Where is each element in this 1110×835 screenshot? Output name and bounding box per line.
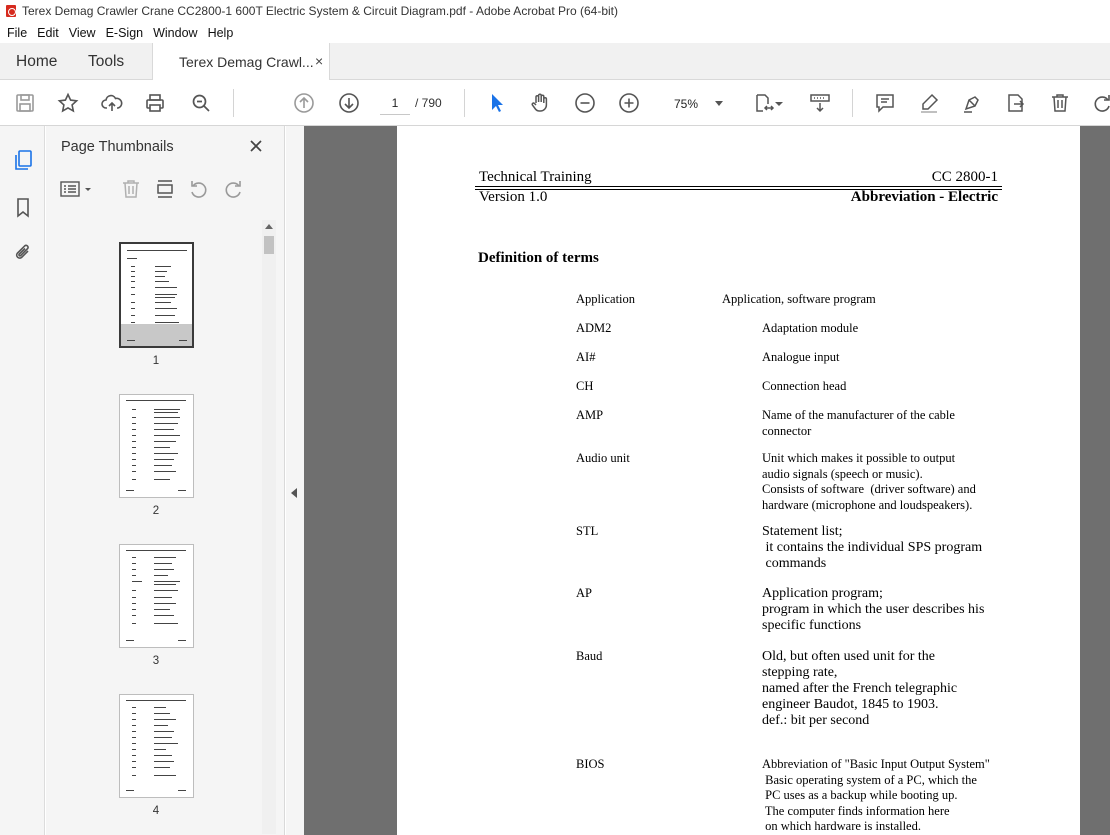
- export-pdf-icon[interactable]: [1004, 91, 1028, 115]
- term-label: AI#: [576, 350, 596, 364]
- rotate-clockwise-icon[interactable]: [221, 177, 245, 201]
- delete-page-icon[interactable]: [119, 177, 143, 201]
- section-heading: Definition of terms: [478, 250, 599, 266]
- scrollbar-thumb[interactable]: [264, 236, 274, 254]
- term-definition: Application, software program: [722, 292, 876, 306]
- upload-cloud-icon[interactable]: [100, 91, 124, 115]
- term-definition: Name of the manufacturer of the cable connector: [762, 408, 955, 438]
- menu-bar: [0, 22, 1110, 43]
- thumbnail-options-icon[interactable]: [59, 177, 95, 201]
- collapse-panel-icon[interactable]: [291, 488, 297, 498]
- term-label: BIOS: [576, 757, 605, 771]
- thumbnail-scrollbar[interactable]: [262, 220, 276, 834]
- menu-window[interactable]: Window: [153, 25, 198, 40]
- panel-title: Page Thumbnails: [61, 139, 174, 155]
- chevron-down-icon: [715, 101, 723, 106]
- term-label: STL: [576, 524, 599, 538]
- title-bar: [0, 0, 1110, 22]
- thumbnail-label-4: 4: [152, 805, 160, 817]
- acrobat-icon: [6, 5, 16, 17]
- term-label: CH: [576, 379, 594, 393]
- tab-document-label: Terex Demag Crawl...: [179, 54, 314, 70]
- zoom-level-value: 75%: [674, 97, 699, 111]
- header-left: Technical Training: [479, 169, 592, 185]
- thumbnail-page-2[interactable]: [119, 394, 194, 498]
- pdf-page: [397, 126, 1080, 835]
- header-version: Version 1.0: [479, 189, 548, 205]
- select-cursor-icon[interactable]: [485, 91, 509, 115]
- menu-help[interactable]: Help: [207, 25, 234, 40]
- menu-edit[interactable]: Edit: [37, 25, 59, 40]
- zoom-out-icon[interactable]: [573, 91, 597, 115]
- document-viewport[interactable]: [304, 126, 1110, 835]
- term-label: Application: [576, 292, 636, 306]
- toolbar-divider: [233, 89, 234, 117]
- scroll-up-icon[interactable]: [265, 224, 273, 229]
- term-definition: Unit which makes it possible to output audio signals (speech or music). Consists of software (driver software) and hardware (microphone and loudspeakers).: [762, 451, 976, 512]
- menu-file[interactable]: File: [7, 25, 28, 40]
- zoom-in-icon[interactable]: [617, 91, 641, 115]
- term-label: Baud: [576, 649, 603, 663]
- thumbnail-page-1[interactable]: [119, 242, 194, 348]
- bookmark-icon[interactable]: [10, 194, 36, 220]
- previous-page-icon[interactable]: [292, 91, 316, 115]
- print-icon[interactable]: [143, 91, 167, 115]
- term-definition: Abbreviation of "Basic Input Output System" Basic operating system of a PC, which the PC uses as a backup while booting up. The computer finds information here on which hardware is installed.: [762, 757, 990, 833]
- scroll-mode-icon[interactable]: [808, 91, 832, 115]
- sign-pen-icon[interactable]: [960, 91, 984, 115]
- thumbnail-label-2: 2: [152, 505, 160, 517]
- tab-tools[interactable]: Tools: [88, 53, 125, 70]
- tab-home[interactable]: Home: [16, 53, 58, 70]
- zoom-search-icon[interactable]: [189, 91, 213, 115]
- term-label: ADM2: [576, 321, 612, 335]
- bookmark-star-icon[interactable]: [56, 91, 80, 115]
- page-thumbnails-panel: [46, 126, 285, 835]
- thumbnail-label-3: 3: [152, 655, 160, 667]
- comment-icon[interactable]: [873, 91, 897, 115]
- header-rule: [475, 186, 1002, 187]
- extract-page-icon[interactable]: [153, 177, 177, 201]
- page-total: / 790: [415, 96, 442, 110]
- term-definition: Old, but often used unit for the stepping rate, named after the French telegraphic engineer Baudot, 1845 to 1903. def.: bit per second: [762, 649, 958, 728]
- term-definition: Application program; program in which the user describes his specific functions: [762, 586, 985, 633]
- header-subtitle: Abbreviation - Electric: [850, 189, 998, 205]
- term-definition: Analogue input: [762, 350, 840, 364]
- attachment-paperclip-icon[interactable]: [10, 240, 36, 266]
- term-definition: Connection head: [762, 379, 847, 393]
- page-thumbnails-icon[interactable]: [10, 147, 36, 173]
- delete-trash-icon[interactable]: [1048, 91, 1072, 115]
- left-navigation-bar: [0, 126, 45, 835]
- highlight-pen-icon[interactable]: [917, 91, 941, 115]
- thumbnail-toolbar: [46, 172, 285, 206]
- term-label: AMP: [576, 408, 604, 422]
- toolbar-divider: [464, 89, 465, 117]
- thumbnail-page-4[interactable]: [119, 694, 194, 798]
- next-page-icon[interactable]: [337, 91, 361, 115]
- term-label: AP: [576, 586, 592, 600]
- page-number-input[interactable]: 1: [380, 93, 410, 115]
- term-definition: Adaptation module: [762, 321, 859, 335]
- thumbnail-label-1: 1: [152, 355, 160, 367]
- toolbar: [0, 80, 1110, 126]
- toolbar-divider: [852, 89, 853, 117]
- menu-view[interactable]: View: [68, 25, 96, 40]
- zoom-level-select[interactable]: [660, 93, 728, 115]
- window-title: Terex Demag Crawler Crane CC2800-1 600T Electric System & Circuit Diagram.pdf - Adobe Acrobat Pro (64-bit): [22, 4, 619, 18]
- tab-document[interactable]: [152, 43, 330, 80]
- menu-esign[interactable]: E-Sign: [105, 25, 144, 40]
- close-panel-icon[interactable]: [246, 136, 266, 156]
- chevron-down-icon[interactable]: [772, 91, 786, 115]
- term-label: Audio unit: [576, 451, 630, 465]
- tab-bar: [0, 43, 1110, 80]
- panel-splitter[interactable]: [286, 126, 304, 835]
- term-definition: Statement list; it contains the individual SPS program commands: [762, 524, 983, 571]
- save-icon[interactable]: [13, 91, 37, 115]
- header-right: CC 2800-1: [931, 169, 998, 185]
- close-tab-icon[interactable]: ×: [315, 53, 324, 69]
- hand-tool-icon[interactable]: [528, 91, 552, 115]
- thumbnail-page-3[interactable]: [119, 544, 194, 648]
- rotate-icon[interactable]: [1090, 91, 1110, 115]
- rotate-counterclockwise-icon[interactable]: [187, 177, 211, 201]
